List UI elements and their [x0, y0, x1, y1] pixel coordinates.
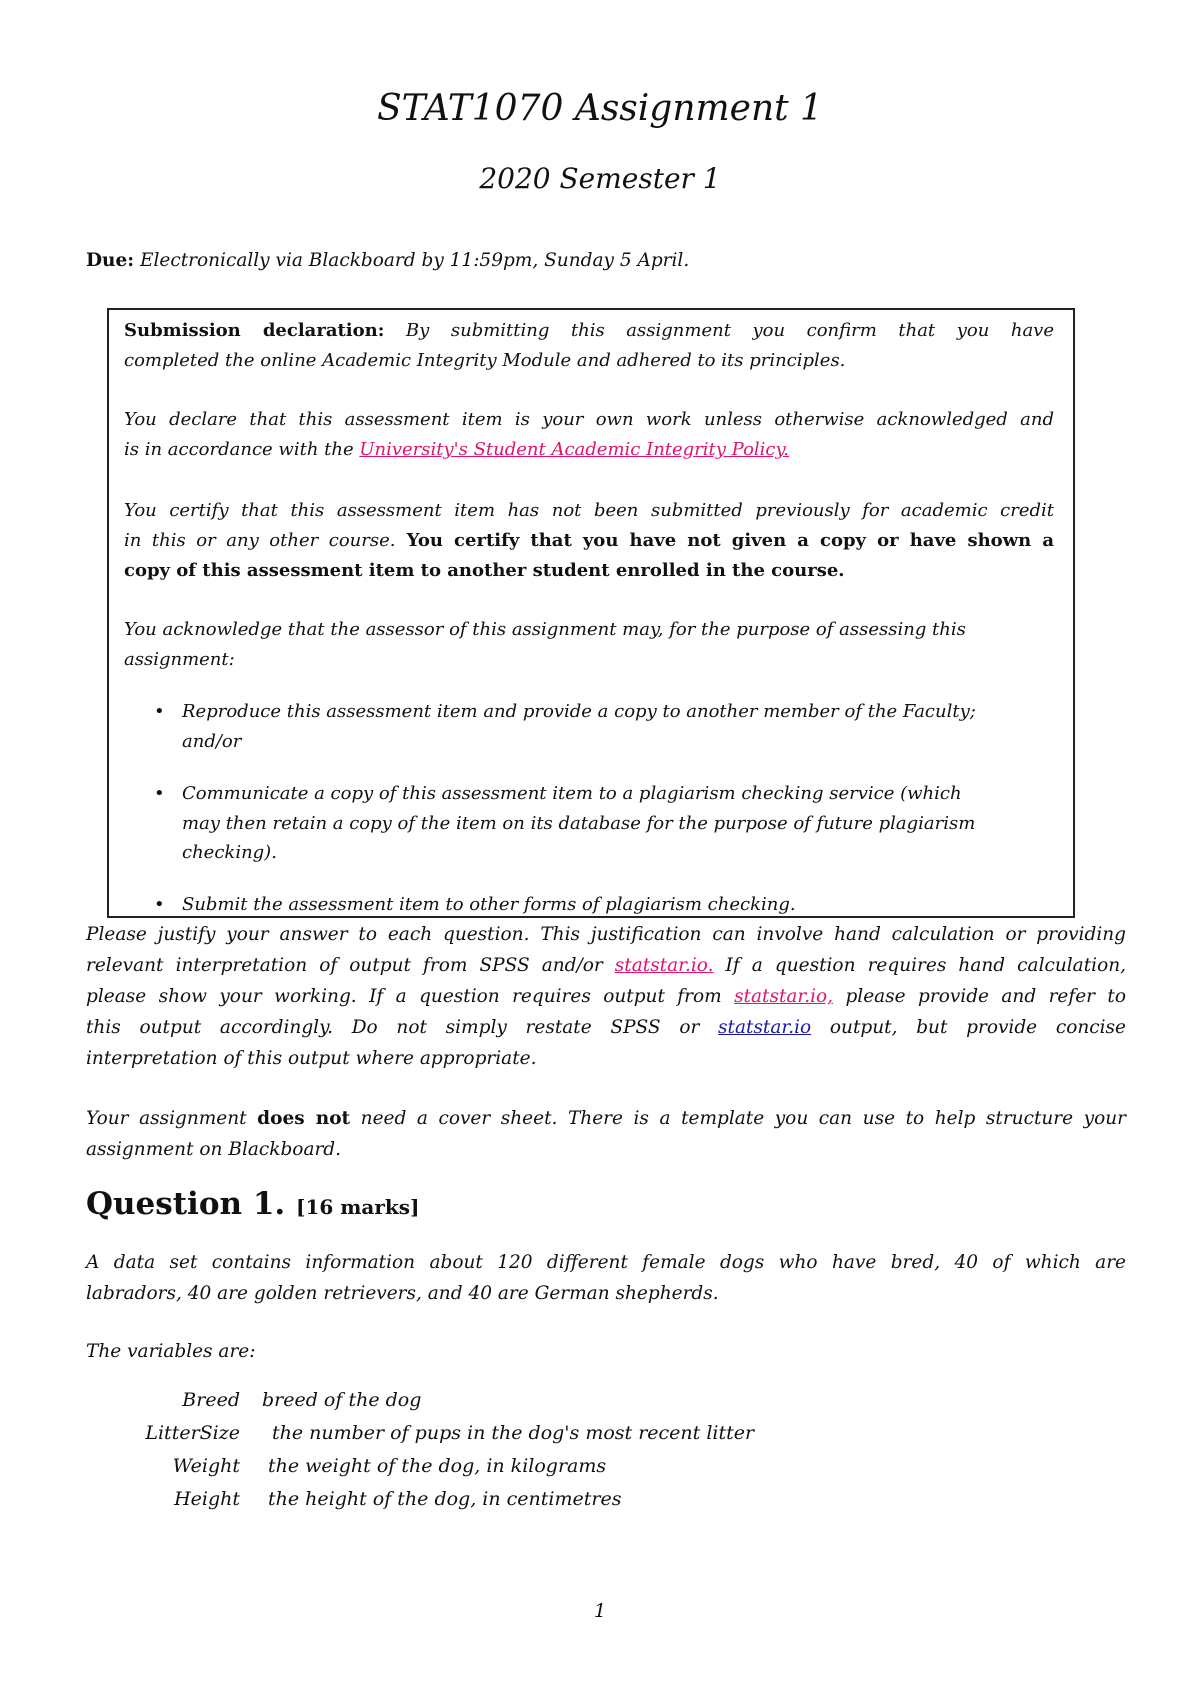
bullet-icon: •	[154, 894, 165, 915]
document-subtitle: 2020 Semester 1	[479, 162, 721, 195]
variables-intro: The variables are:	[86, 1341, 256, 1362]
list-item: • Communicate a copy of this assessment item to a plagiarism checking service (which may then retain a copy of the item on its database for the purpose of future plagiarism checking).	[124, 779, 1054, 869]
statstar-link[interactable]: statstar.io	[718, 1017, 812, 1038]
variable-description: breed of the dog	[262, 1389, 422, 1411]
document-title: STAT1070 Assignment 1	[377, 88, 823, 129]
variable-name: Height	[174, 1488, 240, 1510]
due-line	[86, 250, 1126, 271]
statstar-link[interactable]: statstar.io.	[614, 955, 714, 976]
acknowledge-line1: You acknowledge that the assessor of this assignment may, for the purpose of assessing this	[124, 619, 966, 640]
integrity-policy-link[interactable]: University's Student Academic Integrity Policy.	[359, 439, 789, 460]
due-text: Electronically via Blackboard by 11:59pm, Sunday 5 April.	[134, 250, 690, 271]
list-item: • Reproduce this assessment item and provide a copy to another member of the Faculty; and/or	[124, 697, 1054, 757]
variable-description: the height of the dog, in centimetres	[268, 1488, 622, 1510]
cover-line1: Your assignment does not need a cover sheet. There is a template you can use to help structure your	[86, 1108, 1126, 1129]
certify-line3: copy of this assessment item to another student enrolled in the course.	[124, 560, 845, 581]
question-1-heading: Question 1. [16 marks]	[86, 1186, 420, 1222]
own-work-line2: is in accordance with the University's Student Academic Integrity Policy.	[124, 439, 789, 460]
justify-line2: relevant interpretation of output from SPSS and/or statstar.io. If a question requires hand calculation,	[86, 955, 1126, 976]
due-label: Due:	[86, 250, 135, 271]
bullet-icon: •	[154, 783, 165, 804]
variables-list	[0, 1389, 1200, 1529]
own-work-line1: You declare that this assessment item is your own work unless otherwise acknowledged and	[124, 409, 1054, 430]
declaration-intro-line1: Submission declaration: By submitting this assignment you confirm that you have	[124, 320, 1054, 341]
variable-name: LitterSize	[145, 1422, 240, 1444]
certify-line1: You certify that this assessment item has not been submitted previously for academic credit	[124, 500, 1054, 521]
variable-name: Breed	[182, 1389, 240, 1411]
variable-description: the number of pups in the dog's most recent litter	[272, 1422, 755, 1444]
acknowledge-line2: assignment:	[124, 649, 235, 670]
declaration-label: Submission declaration:	[124, 320, 385, 341]
justify-line1: Please justify your answer to each question. This justification can involve hand calculation or providing	[86, 924, 1126, 945]
question-1-text-line2: labradors, 40 are golden retrievers, and 40 are German shepherds.	[86, 1283, 719, 1304]
declaration-intro-line2: completed the online Academic Integrity Module and adhered to its principles.	[124, 350, 846, 371]
cover-line2: assignment on Blackboard.	[86, 1139, 342, 1160]
variable-description: the weight of the dog, in kilograms	[268, 1455, 607, 1477]
list-item: • Submit the assessment item to other forms of plagiarism checking.	[124, 890, 1054, 920]
variable-name: Weight	[172, 1455, 240, 1477]
justify-line3: please show your working. If a question requires output from statstar.io, please provide and refer to	[86, 986, 1126, 1007]
justify-line5: interpretation of this output where appropriate.	[86, 1048, 537, 1069]
question-1-text-line1: A data set contains information about 120 different female dogs who have bred, 40 of which are	[86, 1252, 1126, 1273]
statstar-link[interactable]: statstar.io,	[734, 986, 834, 1007]
question-1-marks: [16 marks]	[295, 1195, 420, 1219]
bullet-icon: •	[154, 701, 165, 722]
certify-line2: in this or any other course. You certify that you have not given a copy or have shown a	[124, 530, 1055, 551]
page-number: 1	[593, 1600, 607, 1622]
justify-line4: this output accordingly. Do not simply restate SPSS or statstar.io output, but provide concise	[86, 1017, 1126, 1038]
